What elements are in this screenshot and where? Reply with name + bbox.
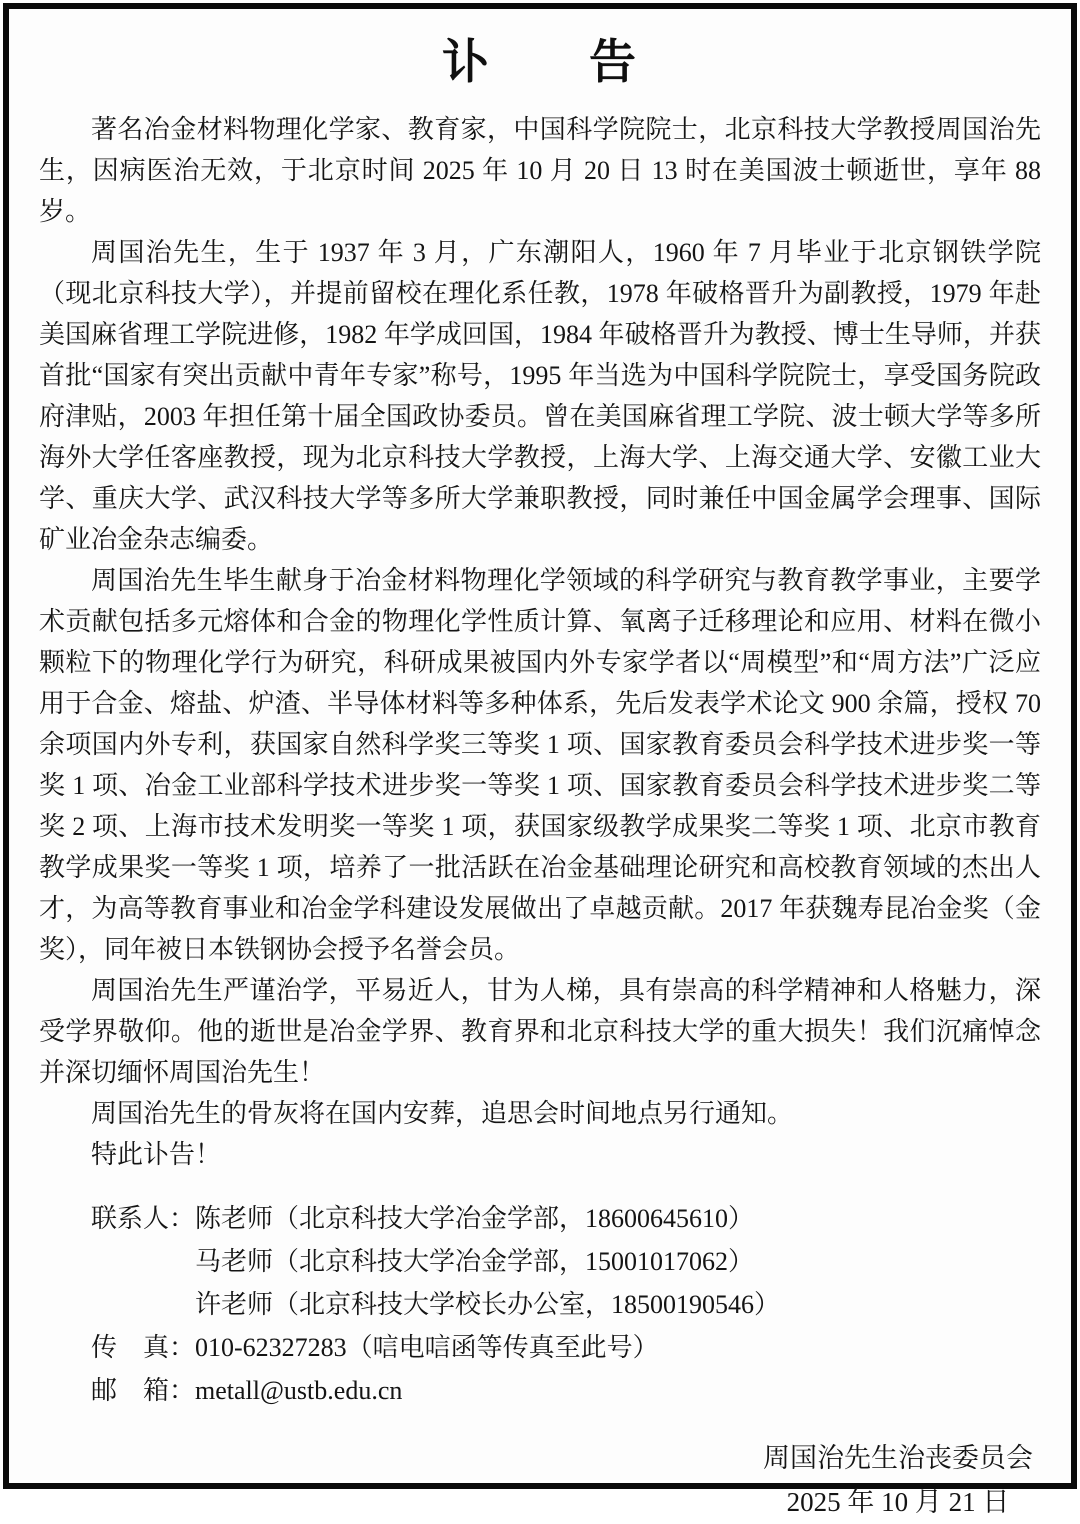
paragraph-tribute: 周国治先生严谨治学，平易近人，甘为人梯，具有崇高的科学精神和人格魅力，深受学界敬仰。他的逝世是冶金学界、教育界和北京科技大学的重大损失！我们沉痛悼念并深切缅怀周国治先生！	[39, 976, 1041, 1087]
signature-inner	[763, 1436, 1033, 1524]
contact-entry-xu: 许老师（北京科技大学校长办公室，18500190546）	[195, 1290, 781, 1319]
contact-persons-label: 联系人：	[91, 1204, 196, 1233]
fax-row	[91, 1326, 1041, 1369]
contacts-section	[39, 1197, 1041, 1412]
notice-body	[39, 109, 1041, 1175]
contact-entry-chen: 陈老师（北京科技大学冶金学部，18600645610）	[195, 1204, 755, 1233]
signature-committee: 周国治先生治丧委员会	[763, 1443, 1033, 1473]
paragraph-achievements: 周国治先生毕生献身于冶金材料物理化学领域的科学研究与教育教学事业，主要学术贡献包括多元熔体和合金的物理化学性质计算、氧离子迁移理论和应用、材料在微小颗粒下的物理化学行为研究，科研成果被国内外专家学者以“周模型”和“周方法”广泛应用于合金、熔盐、炉渣、半导体材料等多种体系，先后发表学术论文 900 余篇，授权 70 余项国内外专利，获国家自然科学奖三等奖 1 项、国家教育委员会科学技术进步奖一等奖 1 项、冶金工业部科学技术进步奖一等奖 1 项、国家教育委员会科学技术进步奖二等奖 2 项、上海市技术发明奖一等奖 1 项，获国家级教学成果奖二等奖 1 项、北京市教育教学成果奖一等奖 1 项，培养了一批活跃在冶金基础理论研究和高校教育领域的杰出人才，为高等教育事业和冶金学科建设发展做出了卓越贡献。2017 年获魏寿昆冶金奖（金奖），同年被日本铁钢协会授予名誉会员。	[39, 566, 1041, 964]
contact-entry-ma: 马老师（北京科技大学冶金学部，15001017062）	[195, 1247, 755, 1276]
email-address: metall@ustb.edu.cn	[195, 1376, 403, 1405]
email-label: 邮 箱：	[91, 1376, 196, 1405]
paragraph-death-announcement: 著名冶金材料物理化学家、教育家，中国科学院院士，北京科技大学教授周国治先生，因病医治无效，于北京时间 2025 年 10 月 20 日 13 时在美国波士顿逝世，享年 88 岁。	[39, 115, 1041, 226]
paragraph-biography: 周国治先生，生于 1937 年 3 月，广东潮阳人，1960 年 7 月毕业于北京钢铁学院（现北京科技大学），并提前留校在理化系任教，1978 年破格晋升为副教授，1979 年赴美国麻省理工学院进修，1982 年学成回国，1984 年破格晋升为教授、博士生导师，并获首批“国家有突出贡献中青年专家”称号，1995 年当选为中国科学院院士，享受国务院政府津贴，2003 年担任第十届全国政协委员。曾在美国麻省理工学院、波士顿大学等多所海外大学任客座教授，现为北京科技大学教授，上海大学、上海交通大学、安徽工业大学、重庆大学、武汉科技大学等多所大学兼职教授，同时兼任中国金属学会理事、国际矿业冶金杂志编委。	[39, 238, 1041, 554]
page-content	[9, 9, 1071, 1517]
paragraph-burial-notice: 周国治先生的骨灰将在国内安葬，追思会时间地点另行通知。	[91, 1099, 794, 1128]
fax-number: 010-62327283（唁电唁函等传真至此号）	[195, 1333, 659, 1362]
paragraph-closing: 特此讣告！	[91, 1140, 222, 1169]
obituary-notice-page	[3, 3, 1077, 1517]
signature-date: 2025 年 10 月 21 日	[786, 1487, 1010, 1517]
contact-persons-list	[195, 1197, 780, 1326]
fax-label: 传 真：	[91, 1333, 196, 1362]
signature-block	[39, 1436, 1041, 1524]
contact-persons-row	[91, 1197, 1041, 1326]
page-title: 讣 告	[442, 37, 638, 89]
email-row	[91, 1369, 1041, 1412]
